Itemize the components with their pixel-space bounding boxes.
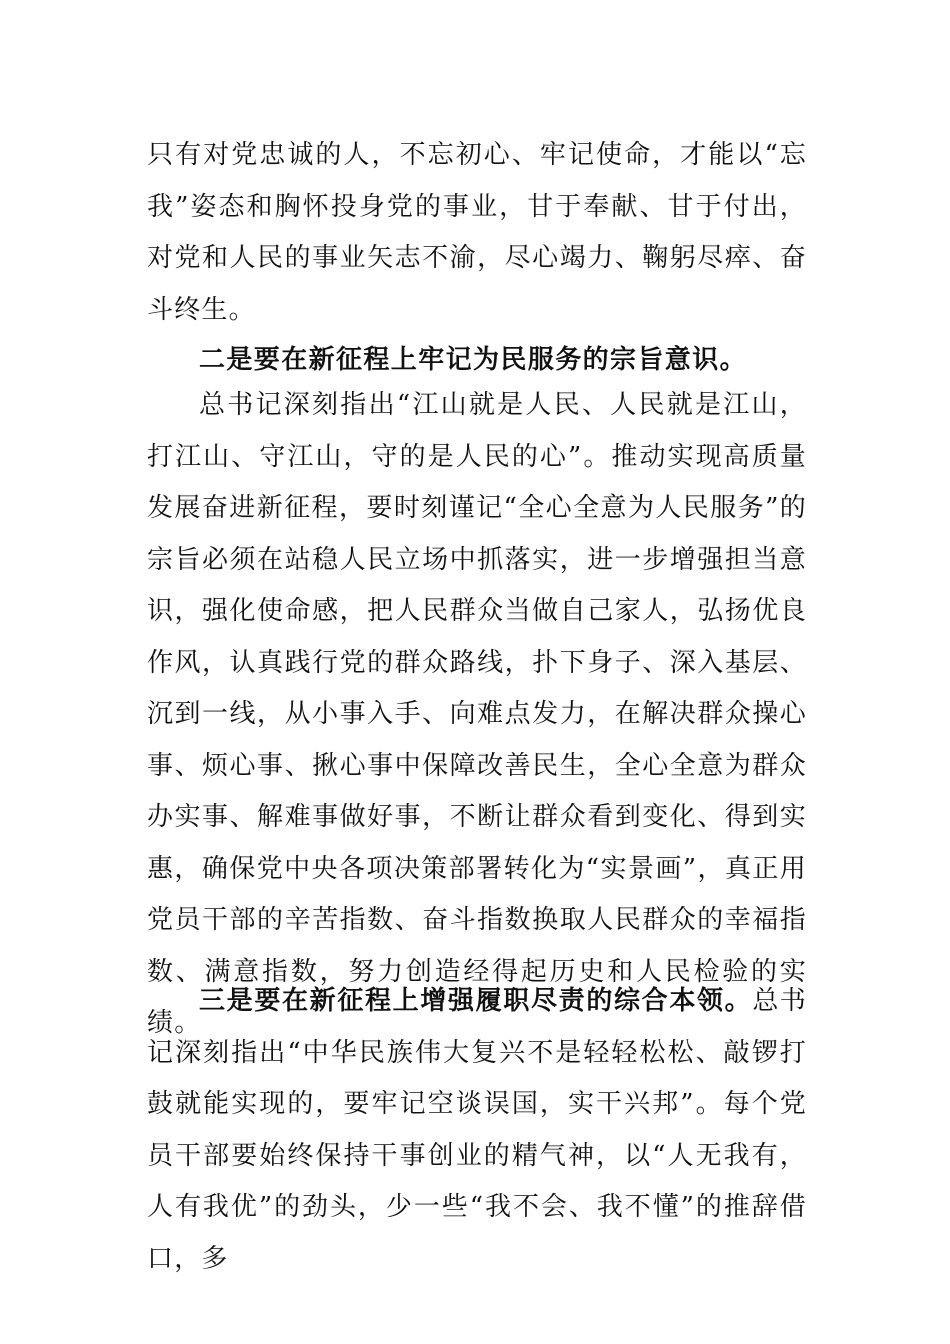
section-three <box>147 976 807 1285</box>
section-three-heading: 三是要在新征程上增强履职尽责的综合本领。 <box>199 986 753 1016</box>
paragraph-3 <box>147 976 807 1285</box>
section-two-body <box>147 380 807 1050</box>
section-three-body: 总书记深刻指出“中华民族伟大复兴不是轻轻松松、敲锣打鼓就能实现的，要牢记空谈误国，实干兴邦”。每个党员干部要始终保持干事创业的精气神，以“人无我有，人有我优”的劲头，少一些“我不会、我不懂”的推辞借口，多 <box>147 986 807 1274</box>
paragraph-1: 只有对党忠诚的人，不忘初心、牢记使命，才能以“忘我”姿态和胸怀投身党的事业，甘于奉献、甘于付出，对党和人民的事业矢志不渝，尽心竭力、鞠躬尽瘁、奋斗终生。 <box>147 140 807 325</box>
paragraph-2: 总书记深刻指出“江山就是人民、人民就是江山，打江山、守江山，守的是人民的心”。推动实现高质量发展奋进新征程，要时刻谨记“全心全意为人民服务”的宗旨必须在站稳人民立场中抓落实，进一步增强担当意识，强化使命感，把人民群众当做自己家人，弘扬优良作风，认真践行党的群众路线，扑下身子、深入基层、沉到一线，从小事入手、向难点发力，在解决群众操心事、烦心事、揪心事中保障改善民生，全心全意为群众办实事、解难事做好事，不断让群众看到变化、得到实惠，确保党中央各项决策部署转化为“实景画”，真正用党员干部的辛苦指数、奋斗指数换取人民群众的幸福指数、满意指数，努力创造经得起历史和人民检验的实绩。 <box>147 390 807 1038</box>
section-two-heading: 二是要在新征程上牢记为民服务的宗旨意识。 <box>199 345 748 375</box>
section-two <box>147 335 807 387</box>
paragraph-continuation <box>147 130 807 336</box>
